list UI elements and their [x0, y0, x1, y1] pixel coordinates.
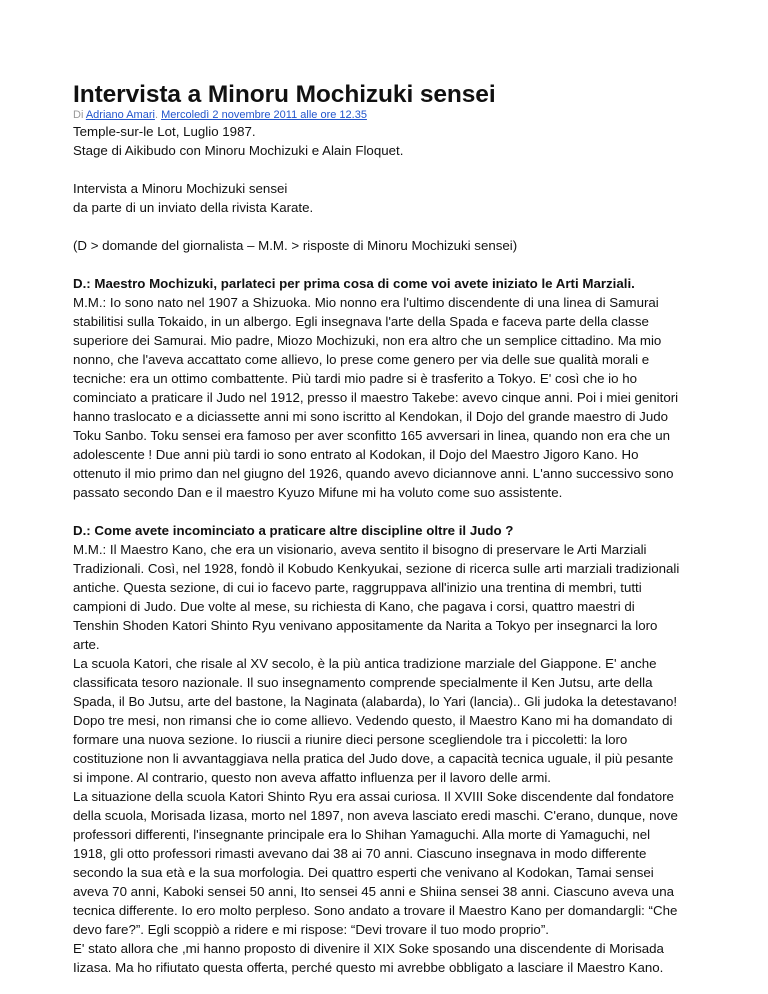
legend-line: (D > domande del giornalista – M.M. > risposte di Minoru Mochizuki sensei)	[73, 238, 518, 253]
answer-line: La scuola Katori, che risale al XV secolo, è la più antica tradizione marziale del Giappone. E' anche	[73, 656, 657, 671]
byline-separator: .	[154, 109, 158, 121]
answer-line: stabilitisi sulla Tokaido, in un albergo. Egli insegnava l'arte della Spada e faceva parte della classe	[73, 314, 649, 329]
intro-line: Temple-sur-le Lot, Luglio 1987.	[73, 124, 256, 139]
answer-line: tecnica differente. Io ero molto perpleso. Sono andato a trovare il Maestro Kano per domandargli: “Che	[73, 903, 678, 918]
date-link[interactable]: Mercoledì 2 novembre 2011 alle ore 12.35	[161, 109, 367, 121]
answer-2	[73, 540, 703, 977]
answer-line: 1918, gli otto professori rimasti avevano dai 38 ai 70 anni. Ciascuno insegnava in modo differente	[73, 846, 647, 861]
answer-line: cominciato a praticare il Judo nel 1912, presso il maestro Takebe: avevo cinque anni. Poi i miei genitori	[73, 390, 679, 405]
intro-line: da parte di un inviato della rivista Karate.	[73, 200, 314, 215]
answer-line: campioni di Judo. Due volte al mese, su richiesta di Kano, che pagava i corsi, quattro maestri di	[73, 599, 635, 614]
intro-line: Intervista a Minoru Mochizuki sensei	[73, 181, 288, 196]
author-link[interactable]: Adriano Amari	[85, 109, 155, 121]
answer-line: Dopo tre mesi, non rimansi che io come allievo. Vedendo questo, il Maestro Kano mi ha domandato di	[73, 713, 673, 728]
answer-line: M.M.: Il Maestro Kano, che era un visionario, aveva sentito il bisogno di preservare le Arti Marziali	[73, 542, 647, 557]
answer-line: arte.	[73, 637, 100, 652]
answer-line: professori differenti, l'insegnante principale era lo Shihan Yamaguchi. Alla morte di Yamaguchi, nel	[73, 827, 651, 842]
question-2: D.: Come avete incominciato a praticare altre discipline oltre il Judo ?	[73, 523, 514, 538]
answer-line: costituzione non li avvantaggiava nella pratica del Judo dove, a capacità tecnica uguale, il più pesante	[73, 751, 674, 766]
answer-line: Tenshin Shoden Katori Shinto Ryu venivano appositamente da Narita a Tokyo per insegnarci la loro	[73, 618, 658, 633]
answer-line: formare una nuova sezione. Io riuscii a riunire dieci persone scegliendole tra i piccoletti: la loro	[73, 732, 628, 747]
answer-1	[73, 293, 703, 502]
answer-line: tecniche: era un ottimo combattente. Più tardi mio padre si è trasferito a Tokyo. E' così che io ho	[73, 371, 638, 386]
article	[73, 80, 703, 977]
answer-line: della scuola, Morisada Iizasa, morto nel 1897, non aveva lasciato eredi maschi. C'erano, dunque, nove	[73, 808, 678, 823]
answer-line: La situazione della scuola Katori Shinto Ryu era assai curiosa. Il XVIII Soke discendente dal fondatore	[73, 789, 674, 804]
answer-line: M.M.: Io sono nato nel 1907 a Shizuoka. Mio nonno era l'ultimo discendente di una linea di Samurai	[73, 295, 659, 310]
answer-line: ottenuto il mio primo dan nel giugno del 1926, quando avevo diciannove anni. L'anno successivo sono	[73, 466, 674, 481]
answer-line: si impone. Al contrario, questo non aveva affatto influenza per il lavoro delle armi.	[73, 770, 551, 785]
article-title: Intervista a Minoru Mochizuki sensei	[73, 81, 496, 108]
answer-line: Toku Sanbo. Toku sensei era famoso per aver sconfitto 165 avversari in linea, quando non era che un	[73, 428, 671, 443]
answer-line: aveva 70 anni, Kaboki sensei 50 anni, Ito sensei 45 anni e Shiina sensei 38 anni. Ciascuno aveva una	[73, 884, 674, 899]
answer-line: E' stato allora che ,mi hanno proposto di divenire il XIX Soke sposando una discendente di Morisada	[73, 941, 664, 956]
answer-line: Iizasa. Ma ho rifiutato questa offerta, perché questo mi avrebbe obbligato a lasciare il Maestro Kano.	[73, 960, 664, 975]
answer-line: Tradizionali. Così, nel 1928, fondò il Kobudo Kenkyukai, sezione di ricerca sulle arti marziali tradizionali	[73, 561, 680, 576]
answer-line: classificata tesoro nazionale. Il suo insegnamento comprende specialmente il Ken Jutsu, arte della	[73, 675, 653, 690]
answer-line: superiore dei Samurai. Mio padre, Miozo Mochizuki, non era altro che un semplice cittadino. Ma mio	[73, 333, 662, 348]
answer-line: secondo la sua età e la sua morfologia. Dei quattro esperti che venivano al Kodokan, Tamai sensei	[73, 865, 654, 880]
intro-line: Stage di Aikibudo con Minoru Mochizuki e Alain Floquet.	[73, 143, 404, 158]
answer-line: hanno traslocato e a diciassette anni mi sono iscritto al Kendokan, il Dojo del grande maestro di Judo	[73, 409, 669, 424]
answer-line: nonno, che l'aveva accattato come allievo, lo prese come genero per via delle sue qualità morali e	[73, 352, 650, 367]
answer-line: antiche. Questa sezione, di cui io facevo parte, raggruppava all'inizio una trentina di membri, tutti	[73, 580, 642, 595]
answer-line: adolescente ! Due anni più tardi io sono entrato al Kodokan, il Dojo del Maestro Jigoro Kano. Ho	[73, 447, 639, 462]
byline-prefix: Di	[73, 109, 84, 121]
answer-line: Spada, il Bo Jutsu, arte del bastone, la Naginata (alabarda), lo Yari (lancia).. Gli judoka la detestavano!	[73, 694, 678, 709]
byline	[73, 109, 703, 122]
answer-line: passato secondo Dan e il maestro Kyuzo Mifune mi ha voluto come suo assistente.	[73, 485, 563, 500]
question-1: D.: Maestro Mochizuki, parlateci per prima cosa di come voi avete iniziato le Arti Marziali.	[73, 276, 635, 291]
answer-line: devo fare?”. Egli scoppiò a ridere e mi rispose: “Devi trovare il tuo modo proprio”.	[73, 922, 549, 937]
article-body	[73, 122, 703, 977]
